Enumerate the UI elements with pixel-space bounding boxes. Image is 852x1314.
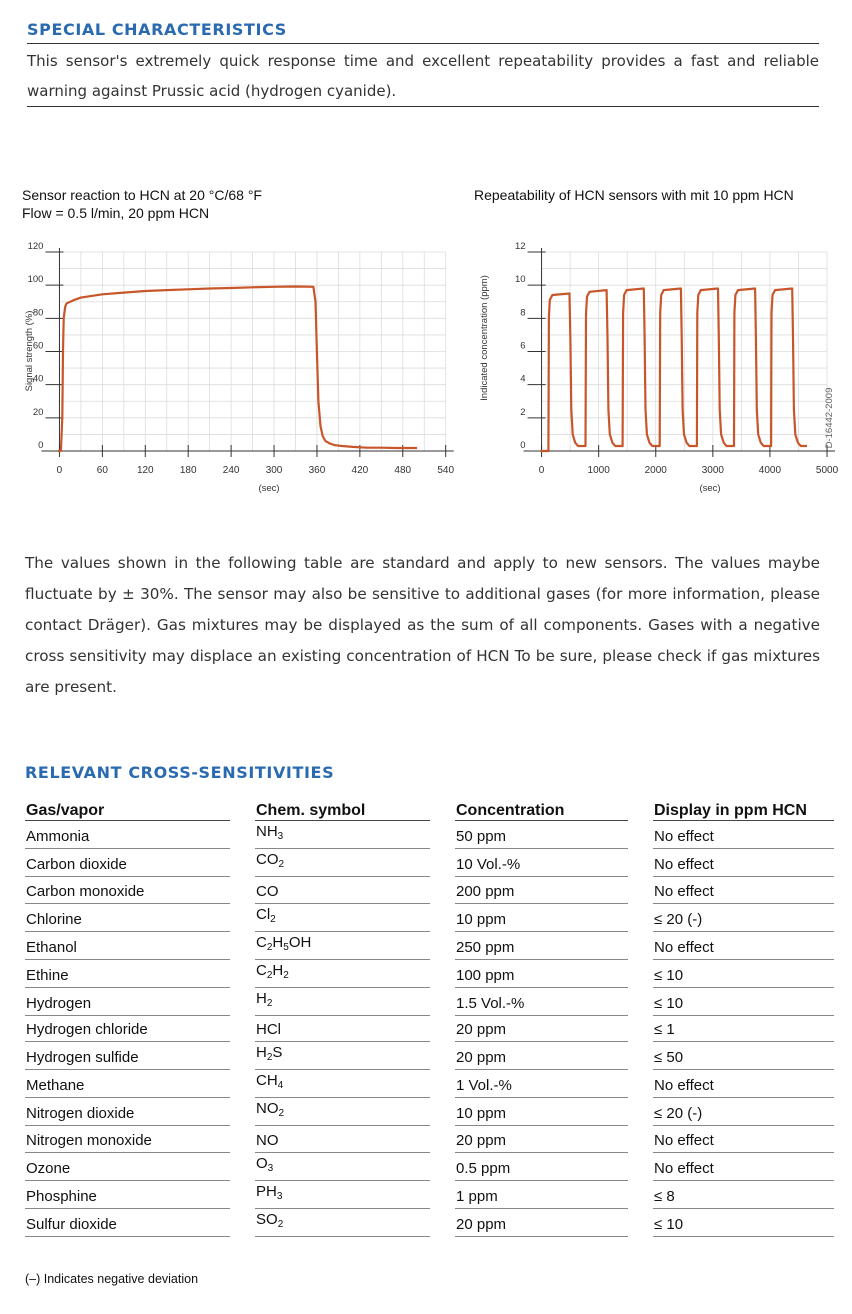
symbol-cell: $O_3$ xyxy=(255,1153,430,1181)
chart1-subtitle: Flow = 0.5 l/min, 20 ppm HCN xyxy=(22,205,210,221)
symbol-cell: $SO_2$ xyxy=(255,1209,430,1237)
y-axis-label: Indicated concentration (ppm) xyxy=(479,275,490,401)
gas-cell: Ethine xyxy=(25,960,230,988)
concentration-cell: 20 ppm xyxy=(455,1042,628,1070)
cross-sensitivities-heading: RELEVANT CROSS-SENSITIVITIES xyxy=(25,763,335,782)
y-tick-label: 12 xyxy=(514,241,526,252)
table-row xyxy=(25,1070,834,1098)
x-axis-label: (sec) xyxy=(258,483,280,494)
table-row xyxy=(25,904,834,932)
repeatability-chart xyxy=(455,238,852,508)
chart1-title: Sensor reaction to HCN at 20 °C/68 °F xyxy=(22,187,262,203)
table-row xyxy=(25,1153,834,1181)
display-cell: ≤ 50 xyxy=(653,1042,834,1070)
concentration-cell: 1 Vol.-% xyxy=(455,1070,628,1098)
y-tick-label: 20 xyxy=(32,406,44,418)
symbol-cell: $H_2S$ xyxy=(255,1042,430,1070)
x-axis-label: (sec) xyxy=(699,483,721,494)
symbol-cell: CO xyxy=(255,877,430,904)
y-tick-label: 120 xyxy=(27,241,44,252)
concentration-cell: 1 ppm xyxy=(455,1181,628,1209)
table-row xyxy=(25,932,834,960)
symbol-cell: $CO_2$ xyxy=(255,849,430,877)
table-row xyxy=(25,960,834,988)
y-tick-label: 100 xyxy=(27,274,44,286)
gas-cell: Ozone xyxy=(25,1153,230,1181)
symbol-cell: $PH_3$ xyxy=(255,1181,430,1209)
y-tick-label: 2 xyxy=(520,406,526,418)
header-symbol: Chem. symbol xyxy=(255,796,430,821)
display-cell: ≤ 1 xyxy=(653,1016,834,1043)
display-cell: No effect xyxy=(653,932,834,960)
special-characteristics-text: This sensor's extremely quick response time and excellent repeatability provides a fast and reliable warning against Prussic acid (hydrogen cyanide). xyxy=(27,52,819,100)
gas-cell: Nitrogen monoxide xyxy=(25,1126,230,1153)
series-line xyxy=(540,289,807,452)
symbol-cell: $NH_3$ xyxy=(255,821,430,849)
symbol-cell: HCl xyxy=(255,1016,430,1043)
cross-sensitivities-table xyxy=(25,796,834,1237)
x-tick-label: 0 xyxy=(56,465,63,476)
chart1-title-block xyxy=(22,186,262,222)
sensor-reaction-chart xyxy=(0,238,460,508)
symbol-cell: $H_2$ xyxy=(255,988,430,1016)
x-tick-label: 240 xyxy=(222,465,240,476)
display-cell: No effect xyxy=(653,821,834,849)
concentration-cell: 20 ppm xyxy=(455,1209,628,1237)
display-cell: No effect xyxy=(653,877,834,904)
display-cell: ≤ 10 xyxy=(653,988,834,1016)
table-row xyxy=(25,821,834,849)
x-tick-label: 180 xyxy=(179,465,197,476)
symbol-cell: $C_2H_5OH$ xyxy=(255,932,430,960)
chart2-title-block xyxy=(474,186,794,204)
symbol-cell: NO xyxy=(255,1126,430,1153)
x-tick-label: 120 xyxy=(136,465,154,476)
x-tick-label: 4000 xyxy=(758,465,782,476)
x-tick-label: 3000 xyxy=(701,465,724,476)
x-tick-label: 5000 xyxy=(815,465,839,476)
concentration-cell: 10 Vol.-% xyxy=(455,849,628,877)
concentration-cell: 1.5 Vol.-% xyxy=(455,988,628,1016)
y-tick-label: 10 xyxy=(514,274,526,286)
y-tick-label: 6 xyxy=(520,340,526,352)
concentration-cell: 50 ppm xyxy=(455,821,628,849)
gas-cell: Sulfur dioxide xyxy=(25,1209,230,1237)
y-tick-label: 4 xyxy=(520,373,526,385)
heading-rule xyxy=(27,43,819,44)
gas-cell: Ammonia xyxy=(25,821,230,849)
table-row xyxy=(25,1181,834,1209)
gas-cell: Hydrogen sulfide xyxy=(25,1042,230,1070)
gas-cell: Methane xyxy=(25,1070,230,1098)
gas-cell: Carbon monoxide xyxy=(25,877,230,904)
gas-cell: Nitrogen dioxide xyxy=(25,1098,230,1126)
y-tick-label: 40 xyxy=(32,373,44,385)
concentration-cell: 10 ppm xyxy=(455,904,628,932)
x-tick-label: 60 xyxy=(96,465,108,476)
x-tick-label: 1000 xyxy=(587,465,610,476)
table-row xyxy=(25,1042,834,1070)
table-header-row xyxy=(25,796,834,821)
display-cell: No effect xyxy=(653,1070,834,1098)
gas-cell: Phosphine xyxy=(25,1181,230,1209)
y-tick-label: 0 xyxy=(38,440,44,451)
symbol-cell: $C_2H_2$ xyxy=(255,960,430,988)
symbol-cell: $CH_4$ xyxy=(255,1070,430,1098)
gas-cell: Hydrogen chloride xyxy=(25,1016,230,1043)
concentration-cell: 0.5 ppm xyxy=(455,1153,628,1181)
display-cell: ≤ 10 xyxy=(653,1209,834,1237)
display-cell: No effect xyxy=(653,1153,834,1181)
table-note-paragraph: The values shown in the following table are standard and apply to new sensors. The values maybe fluctuate by ± 30%. The sensor may also be sensitive to additional gases (for more information, please contact Dräger). Gas mixtures may be displayed as the sum of all components. Gases with a negative cross sensitivity may displace an existing concentration of HCN To be sure, please check if gas mixtures are present. xyxy=(25,554,820,696)
concentration-cell: 100 ppm xyxy=(455,960,628,988)
y-tick-label: 0 xyxy=(520,440,526,451)
display-cell: ≤ 20 (-) xyxy=(653,904,834,932)
footnote: (–) Indicates negative deviation xyxy=(25,1272,199,1286)
x-tick-label: 360 xyxy=(308,465,326,476)
figure-code: D-16442-2009 xyxy=(824,387,835,449)
y-axis-label: Signal strength (%) xyxy=(24,310,35,392)
intro-bottom-rule xyxy=(27,106,819,107)
display-cell: ≤ 10 xyxy=(653,960,834,988)
table-row xyxy=(25,877,834,904)
display-cell: ≤ 8 xyxy=(653,1181,834,1209)
y-tick-label: 8 xyxy=(520,307,526,319)
y-tick-label: 80 xyxy=(32,307,44,319)
y-tick-label: 60 xyxy=(32,340,44,352)
gas-cell: Ethanol xyxy=(25,932,230,960)
gas-cell: Hydrogen xyxy=(25,988,230,1016)
x-tick-label: 300 xyxy=(265,465,283,476)
table-row xyxy=(25,1209,834,1237)
table-row xyxy=(25,1016,834,1043)
display-cell: No effect xyxy=(653,849,834,877)
table-row xyxy=(25,849,834,877)
header-gas: Gas/vapor xyxy=(25,796,230,821)
series-line xyxy=(58,287,417,452)
x-tick-label: 540 xyxy=(437,465,455,476)
gas-cell: Chlorine xyxy=(25,904,230,932)
concentration-cell: 10 ppm xyxy=(455,1098,628,1126)
x-tick-label: 0 xyxy=(538,465,545,476)
x-tick-label: 420 xyxy=(351,465,369,476)
special-characteristics-heading: SPECIAL CHARACTERISTICS xyxy=(27,20,287,39)
header-display: Display in ppm HCN xyxy=(653,796,834,821)
chart2-title: Repeatability of HCN sensors with mit 10 ppm HCN xyxy=(474,187,794,203)
display-cell: No effect xyxy=(653,1126,834,1153)
gas-cell: Carbon dioxide xyxy=(25,849,230,877)
table-row xyxy=(25,1098,834,1126)
concentration-cell: 250 ppm xyxy=(455,932,628,960)
table-row xyxy=(25,1126,834,1153)
symbol-cell: $NO_2$ xyxy=(255,1098,430,1126)
symbol-cell: $Cl_2$ xyxy=(255,904,430,932)
display-cell: ≤ 20 (-) xyxy=(653,1098,834,1126)
x-tick-label: 480 xyxy=(394,465,412,476)
concentration-cell: 200 ppm xyxy=(455,877,628,904)
table-row xyxy=(25,988,834,1016)
concentration-cell: 20 ppm xyxy=(455,1016,628,1043)
concentration-cell: 20 ppm xyxy=(455,1126,628,1153)
x-tick-label: 2000 xyxy=(644,465,667,476)
header-concentration: Concentration xyxy=(455,796,628,821)
